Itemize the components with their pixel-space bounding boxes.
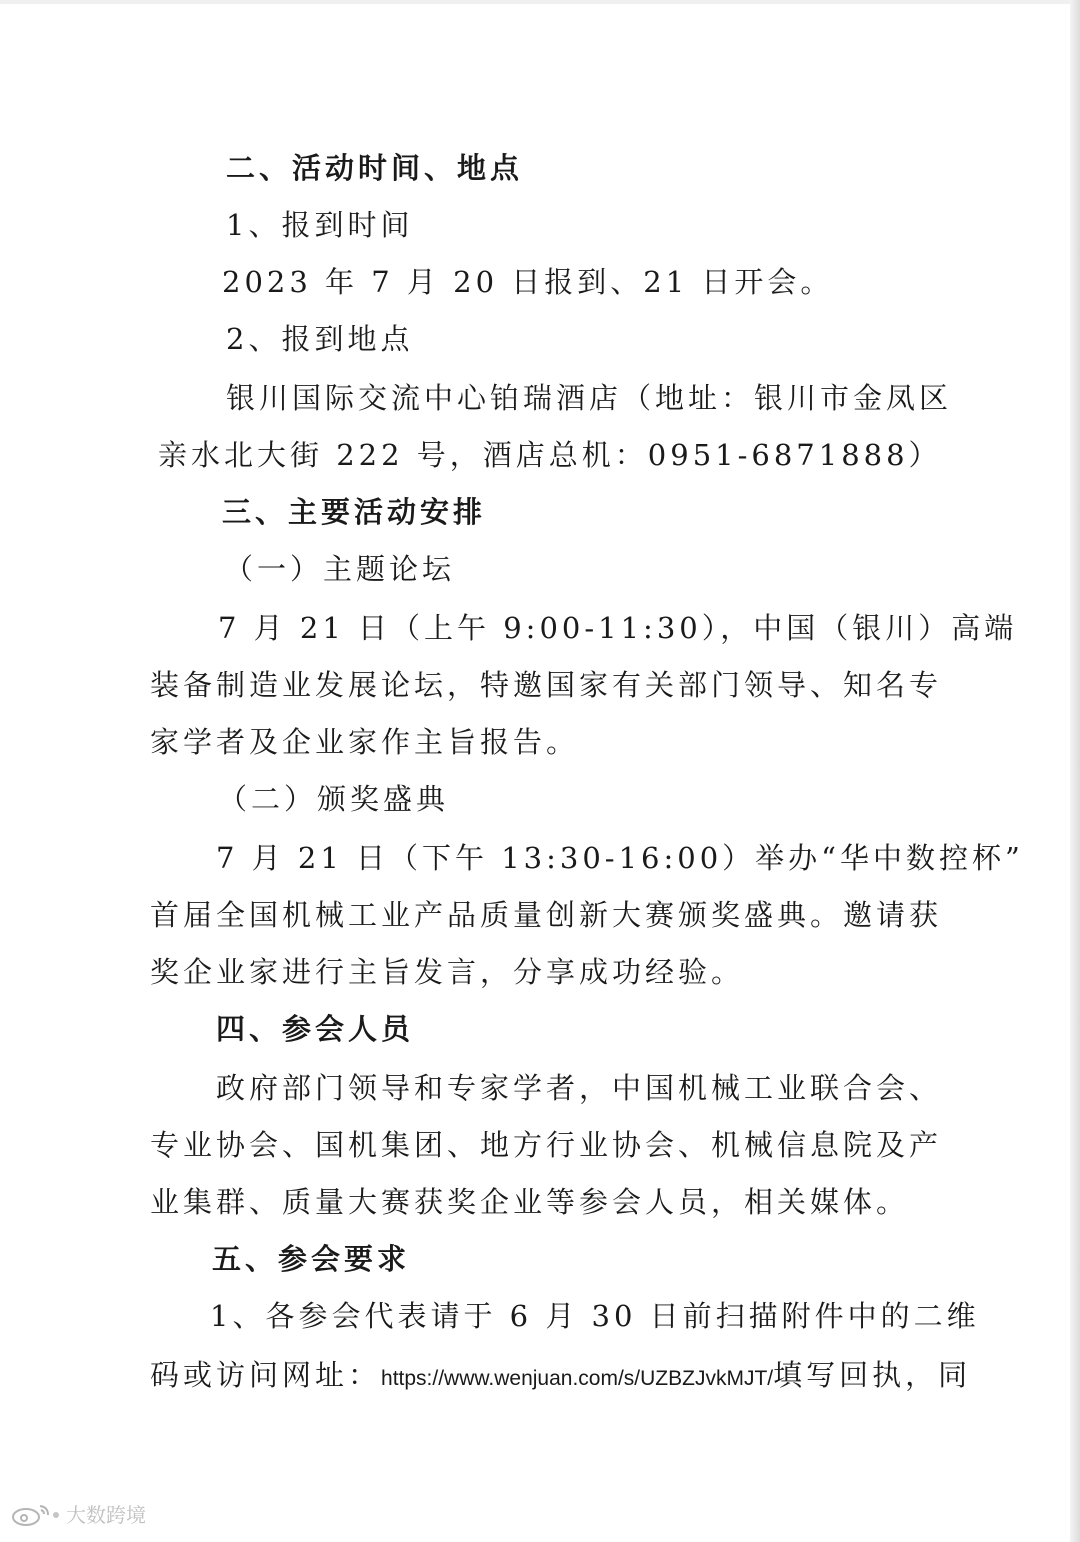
attendees-line-3: 业集群、质量大赛获奖企业等参会人员，相关媒体。 (150, 1185, 910, 1219)
subheading-report-time: 1、报到时间 (226, 208, 414, 242)
section-heading-time-place: 二、活动时间、地点 (226, 151, 524, 185)
attendees-line-1: 政府部门领导和专家学者，中国机械工业联合会、 (216, 1071, 943, 1105)
forum-line-1: 7 月 21 日（上午 9:00-11:30），中国（银川）高端 (218, 611, 1018, 645)
section-heading-attendees: 四、参会人员 (216, 1012, 415, 1046)
subheading-report-place: 2、报到地点 (226, 322, 414, 356)
ceremony-line-2: 首届全国机械工业产品质量创新大赛颁奖盛典。邀请获 (150, 898, 943, 932)
report-date-text: 2023 年 7 月 20 日报到、21 日开会。 (222, 265, 834, 299)
page-right-edge (1070, 0, 1080, 1542)
watermark (10, 1499, 146, 1528)
forum-line-3: 家学者及企业家作主旨报告。 (150, 725, 580, 759)
address-line-2: 亲水北大街 222 号，酒店总机：0951-6871888） (158, 438, 942, 472)
requirements-line-1: 1、各参会代表请于 6 月 30 日前扫描附件中的二维 (210, 1299, 980, 1333)
subheading-forum: （一）主题论坛 (224, 552, 456, 586)
attendees-line-2: 专业协会、国机集团、地方行业协会、机械信息院及产 (150, 1128, 943, 1162)
subheading-award-ceremony: （二）颁奖盛典 (218, 782, 450, 816)
section-heading-requirements: 五、参会要求 (212, 1242, 411, 1276)
requirements-prefix: 码或访问网址： (150, 1358, 382, 1392)
watermark-text: 大数跨境 (66, 1503, 146, 1527)
section-heading-activities: 三、主要活动安排 (222, 495, 487, 529)
forum-line-2: 装备制造业发展论坛，特邀国家有关部门领导、知名专 (150, 668, 943, 702)
weibo-logo-icon (10, 1501, 62, 1527)
address-line-1: 银川国际交流中心铂瑞酒店（地址：银川市金凤区 (226, 381, 953, 415)
ceremony-line-3: 奖企业家进行主旨发言，分享成功经验。 (150, 955, 745, 989)
registration-url-link[interactable]: https://www.wenjuan.com/s/UZBZJvkMJT/ (381, 1367, 774, 1390)
page-top-edge (0, 0, 1080, 4)
ceremony-line-1: 7 月 21 日（下午 13:30-16:00）举办“华中数控杯” (216, 841, 1024, 875)
requirements-line-2 (150, 1355, 971, 1399)
requirements-suffix: 填写回执，同 (773, 1358, 972, 1392)
